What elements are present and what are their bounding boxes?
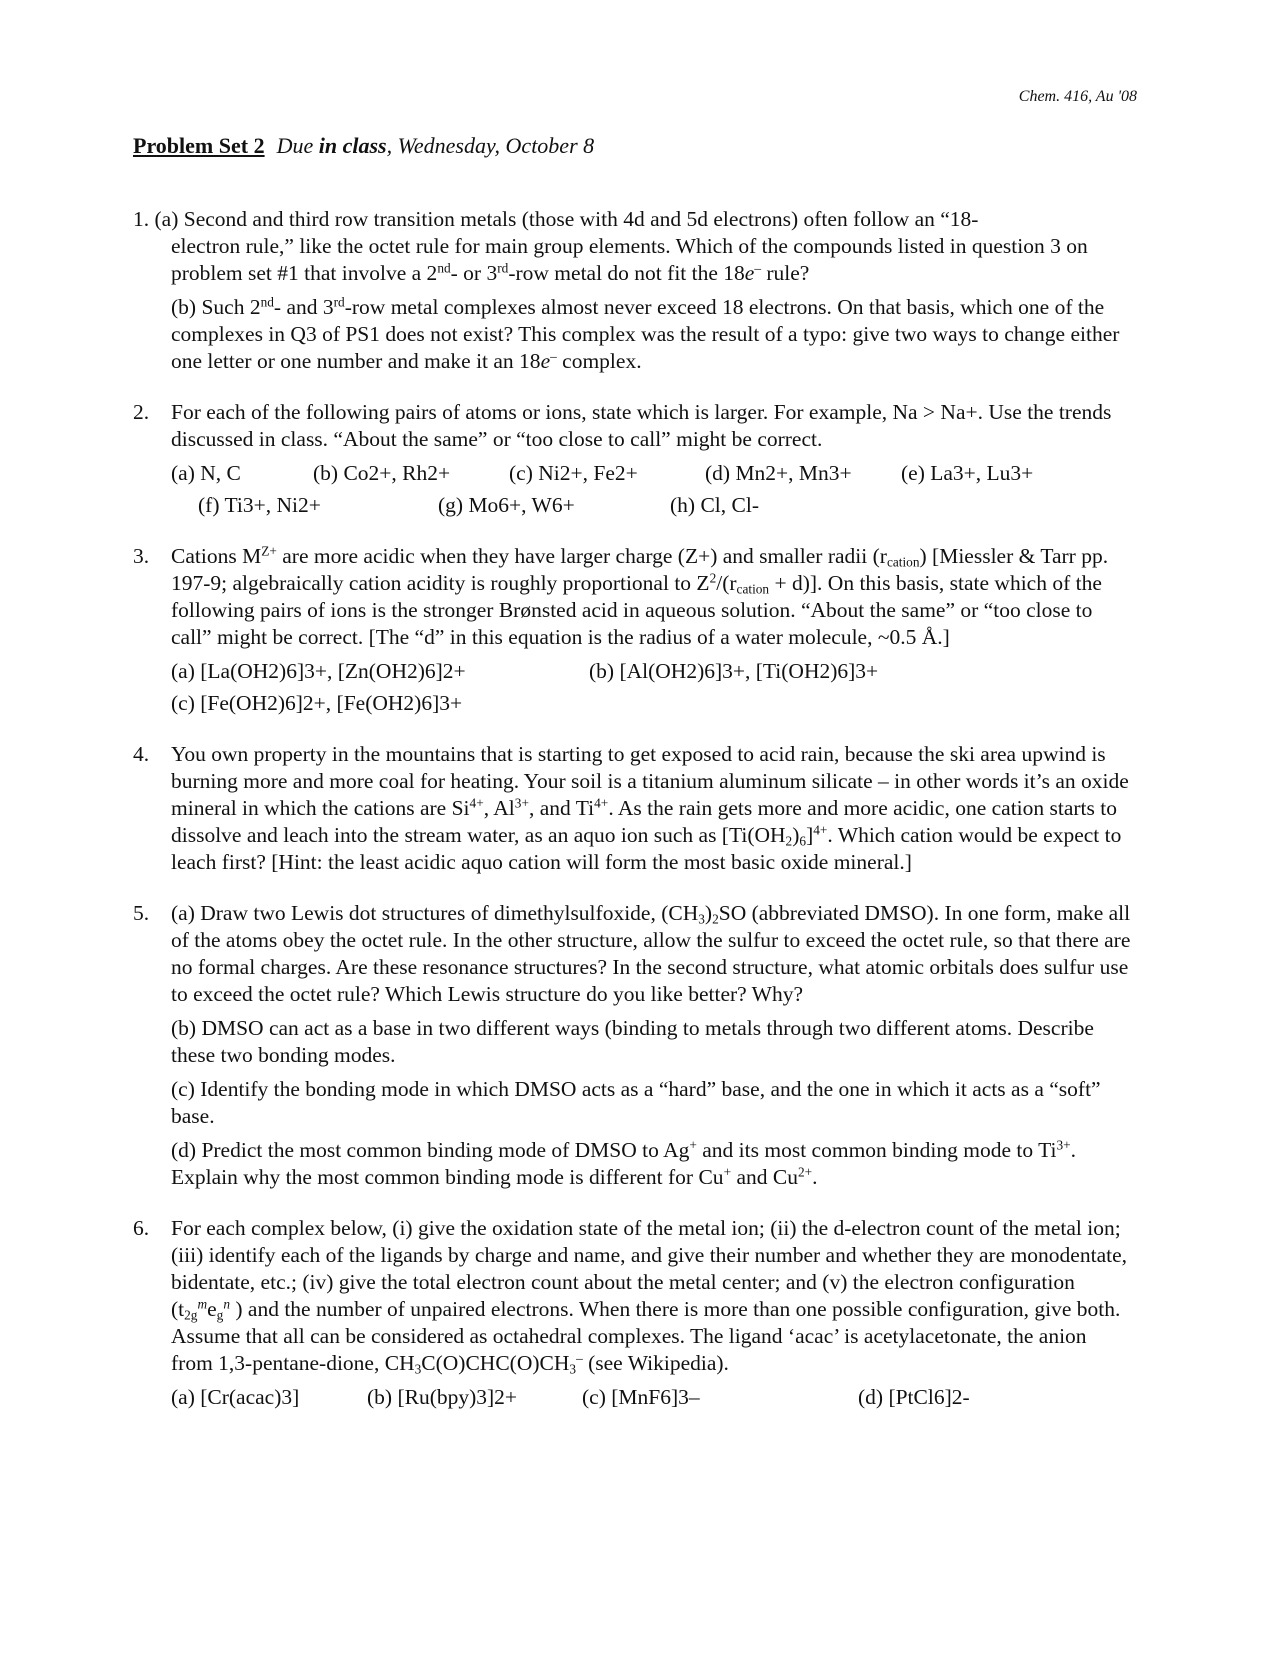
q2-text: For each of the following pairs of atoms or ions, state which is larger. For example, Na > Na+. Use the trends discussed in class. “About the same” or “too close to call” might be correct. <box>171 400 1112 451</box>
problem-set-title: Problem Set 2 <box>133 133 265 158</box>
question-6: 6. For each complex below, (i) give the oxidation state of the metal ion; (ii) the d-electron count of the metal ion; (iii) identify each of the ligands by charge and name, and give their number and whether they are monodentate, bidentate, etc.; (iv) give the total electron count about the metal center; and (v) the electron configuration ($t_{2g}^me_g^n$ ) and the number of unpaired electrons. When there is more than one possible configuration, give both. Assume that all can be considered as octahedral complexes. The ligand ‘acac’ is acetylacetonate, the anion from 1,3-pentane-dione, $CH_3C(O)CHC(O)CH_3^-$ (see Wikipedia). (a) [Cr(acac)3] (b) [Ru(bpy)3]2+ (c) [MnF6]3– (d) [PtCl6]2- <box>133 1215 1133 1411</box>
q2-choices-row-2: (f) Ti3+, Ni2+ (g) Mo6+, W6+ (h) Cl, Cl- <box>198 493 759 517</box>
q3-text: Cations $M^{Z+}$ are more acidic when they have larger charge (Z+) and smaller radii $(r_{cation})$ [Miessler & Tarr pp. 197-9; algebraically cation acidity is roughly proportional to $Z^2/(r_{cation} + d)$]. On this basis, state which of the following pairs of ions is the stronger Brønsted acid in aqueous solution. “About the same” or “too close to call” might be correct. [The “d” in this equation is the radius of a water molecule, ~0.5 Å.] <box>171 543 1109 649</box>
due-line: Due in class, Wednesday, October 8 <box>276 133 595 158</box>
q5-part-a: (a) Draw two Lewis dot structures of dimethylsulfoxide, $(CH_3)_2SO$ (abbreviated DMSO). In one form, make all of the atoms obey the octet rule. In the other structure, allow the sulfur to exceed the octet rule, so that there are no formal charges. Are these resonance structures? In the second structure, what atomic orbitals does sulfur use to exceed the octet rule? Which Lewis structure do you like better? Why? <box>171 901 1131 1006</box>
course-label: Chem. 416, Au '08 <box>1018 88 1137 105</box>
q3-choices-row-1: (a) [La(OH2)6]3+, [Zn(OH2)6]2+ (b) [Al(OH2)6]3+, [Ti(OH2)6]3+ <box>171 659 879 683</box>
q4-text: You own property in the mountains that is starting to get exposed to acid rain, because the ski area upwind is burning more and more coal for heating. Your soil is a titanium aluminum silicate – in other words it’s an oxide mineral in which the cations are $Si^{4+}$, $Al^{3+}$, and $Ti^{4+}$. As the rain gets more and more acidic, one cation starts to dissolve and leach into the stream water, as an aquo ion such as $[Ti(OH_2)_6]^{4+}$. Which cation would be expect to leach first? [Hint: the least acidic aquo cation will form the most basic oxide mineral.] <box>171 742 1129 874</box>
question-1: 1. (a) Second and third row transition metals (those with 4d and 5d electrons) often follow an “18- electron rule,” like the octet rule for main group elements. Which of the compounds listed in question 3 on problem set #1 that involve a 2nd- or 3rd-row metal do not fit the 18e– rule? (b) Such 2nd- and 3rd-row metal complexes almost never exceed 18 electrons. On that basis, which one of the complexes in Q3 of PS1 does not exist? This complex was the result of a typo: give two ways to change either one letter or one number and make it an 18e– complex. <box>133 206 1133 375</box>
question-4: 4. You own property in the mountains that is starting to get exposed to acid rain, because the ski area upwind is burning more and more coal for heating. Your soil is a titanium aluminum silicate – in other words it’s an oxide mineral in which the cations are $Si^{4+}$, $Al^{3+}$, and $Ti^{4+}$. As the rain gets more and more acidic, one cation starts to dissolve and leach into the stream water, as an aquo ion such as $[Ti(OH_2)_6]^{4+}$. Which cation would be expect to leach first? [Hint: the least acidic aquo cation will form the most basic oxide mineral.] <box>133 741 1133 876</box>
question-2: 2. For each of the following pairs of atoms or ions, state which is larger. For example, Na > Na+. Use the trends discussed in class. “About the same” or “too close to call” might be correct. (a) N, C (b) Co2+, Rh2+ (c) Ni2+, Fe2+ (d) Mn2+, Mn3+ (e) La3+, Lu3+ (f) Ti3+, Ni2+ (g) Mo6+, W6+ (h) Cl, Cl- <box>133 399 1133 519</box>
question-3: 3. Cations $M^{Z+}$ are more acidic when they have larger charge (Z+) and smaller radii $(r_{cation})$ [Miessler & Tarr pp. 197-9; algebraically cation acidity is roughly proportional to $Z^2/(r_{cation} + d)$]. On this basis, state which of the following pairs of ions is the stronger Brønsted acid in aqueous solution. “About the same” or “too close to call” might be correct. [The “d” in this equation is the radius of a water molecule, ~0.5 Å.] (a) [La(OH2)6]3+, [Zn(OH2)6]2+ (b) [Al(OH2)6]3+, [Ti(OH2)6]3+ (c) [Fe(OH2)6]2+, [Fe(OH2)6]3+ <box>133 543 1133 717</box>
q6-choices: (a) [Cr(acac)3] (b) [Ru(bpy)3]2+ (c) [MnF6]3– (d) [PtCl6]2- <box>171 1385 970 1409</box>
q5-part-b: (b) DMSO can act as a base in two different ways (binding to metals through two different atoms. Describe these two bonding modes. <box>171 1016 1094 1067</box>
q3-choices-row-2: (c) [Fe(OH2)6]2+, [Fe(OH2)6]3+ <box>171 691 463 715</box>
q1-part-a: 1. (a) Second and third row transition metals (those with 4d and 5d electrons) often follow an “18- <box>133 207 979 231</box>
q5-part-d: (d) Predict the most common binding mode of DMSO to Ag+ and its most common binding mode to $Ti^{3+}$. Explain why the most common binding mode is different for Cu+ and $Cu^{2+}$. <box>171 1137 1077 1189</box>
page-title <box>133 133 594 159</box>
q5-part-c: (c) Identify the bonding mode in which DMSO acts as a “hard” base, and the one in which it acts as a “soft” base. <box>171 1077 1101 1128</box>
question-5: 5. (a) Draw two Lewis dot structures of dimethylsulfoxide, $(CH_3)_2SO$ (abbreviated DMSO). In one form, make all of the atoms obey the octet rule. In the other structure, allow the sulfur to exceed the octet rule, so that there are no formal charges. Are these resonance structures? In the second structure, what atomic orbitals does sulfur use to exceed the octet rule? Which Lewis structure do you like better? Why? (b) DMSO can act as a base in two different ways (binding to metals through two different atoms. Describe these two bonding modes. (c) Identify the bonding mode in which DMSO acts as a “hard” base, and the one in which it acts as a “soft” base. (d) Predict the most common binding mode of DMSO to Ag+ and its most common binding mode to $Ti^{3+}$. Explain why the most common binding mode is different for Cu+ and $Cu^{2+}$. <box>133 900 1133 1191</box>
q6-text: For each complex below, (i) give the oxidation state of the metal ion; (ii) the d-electron count of the metal ion; (iii) identify each of the ligands by charge and name, and give their number and whether they are monodentate, bidentate, etc.; (iv) give the total electron count about the metal center; and (v) the electron configuration ($t_{2g}^me_g^n$ ) and the number of unpaired electrons. When there is more than one possible configuration, give both. Assume that all can be considered as octahedral complexes. The ligand ‘acac’ is acetylacetonate, the anion from 1,3-pentane-dione, $CH_3C(O)CHC(O)CH_3^-$ (see Wikipedia). <box>171 1216 1128 1377</box>
q1-part-b: (b) Such 2nd- and 3rd-row metal complexes almost never exceed 18 electrons. On that basis, which one of the complexes in Q3 of PS1 does not exist? This complex was the result of a typo: give two ways to change either one letter or one number and make it an 18e– complex. <box>171 294 1120 373</box>
q2-choices-row-1: (a) N, C (b) Co2+, Rh2+ (c) Ni2+, Fe2+ (d) Mn2+, Mn3+ (e) La3+, Lu3+ <box>171 461 1034 485</box>
problem-list <box>133 206 1133 1435</box>
